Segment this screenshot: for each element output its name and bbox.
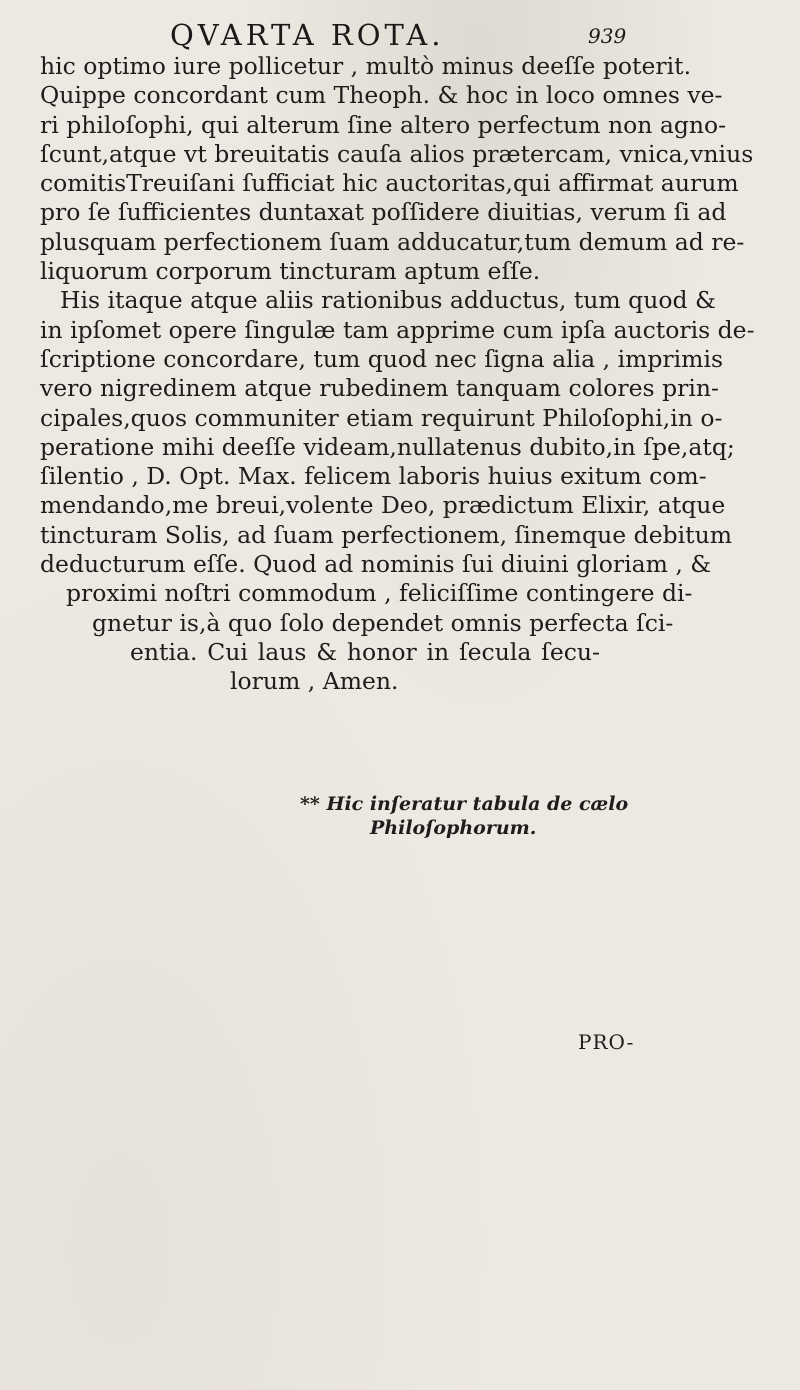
text-line: comitisTreuiſani ſufficiat hic auctoritas,qui affirmat aurum [40, 169, 739, 198]
text-line: cipales,quos communiter etiam requirunt Philoſophi,in o- [40, 403, 723, 432]
text-line: vero nigredinem atque rubedinem tanquam colores prin- [40, 374, 719, 403]
text-line: ri philoſophi, qui alterum ſine altero perfectum non agno- [40, 110, 727, 139]
text-line: proximi noſtri commodum , feliciſſime contingere di- [66, 579, 693, 608]
text-line: His itaque atque aliis rationibus adductus, tum quod & [60, 286, 716, 315]
text-line: plusquam perfectionem ſuam adducatur,tum demum ad re- [40, 227, 745, 256]
running-head [0, 14, 800, 54]
note-line: Philoſophorum. [370, 817, 537, 839]
text-line: in ipſomet opere ſingulæ tam apprime cum ipſa auctoris de- [40, 315, 755, 344]
text-line: ſilentio , D. Opt. Max. felicem laboris huius exitum com- [40, 462, 707, 491]
text-line: Quippe concordant cum Theoph. & hoc in loco omnes ve- [40, 81, 723, 110]
text-line: ſcriptione concordare, tum quod nec ſigna alia , imprimis [40, 344, 724, 373]
catchword: PRO- [578, 1030, 635, 1054]
text-line: deducturum eſſe. Quod ad nominis ſui diuini gloriam , & [40, 550, 712, 579]
page-number: 939 [588, 24, 627, 48]
text-line: gnetur is,à quo ſolo dependet omnis perfecta ſci- [92, 608, 674, 637]
main-text [40, 52, 755, 697]
running-head-title: QVARTA ROTA. [170, 18, 445, 52]
insertion-note [300, 792, 660, 840]
text-line: entia. Cui laus & honor in ſecula ſecu- [130, 637, 600, 666]
text-line: lorum , Amen. [230, 667, 399, 696]
text-line: peratione mihi deeſſe videam,nullatenus dubito,in ſpe,atq; [40, 432, 735, 461]
text-line: mendando,me breui,volente Deo, prædictum Elixir, atque [40, 491, 726, 520]
text-line: ſcunt,atque vt breuitatis cauſa alios prætercam, vnica,vnius [40, 139, 754, 168]
text-line: hic optimo iure pollicetur , multò minus deeſſe poterit. [40, 52, 692, 80]
text-line: tincturam Solis, ad ſuam perfectionem, ſinemque debitum [40, 520, 733, 549]
note-line: ** Hic inſeratur tabula de cælo [300, 793, 629, 815]
text-line: liquorum corporum tincturam aptum eſſe. [40, 257, 541, 286]
text-line: pro ſe ſufficientes duntaxat poſſidere diuitias, verum ſi ad [40, 198, 727, 227]
